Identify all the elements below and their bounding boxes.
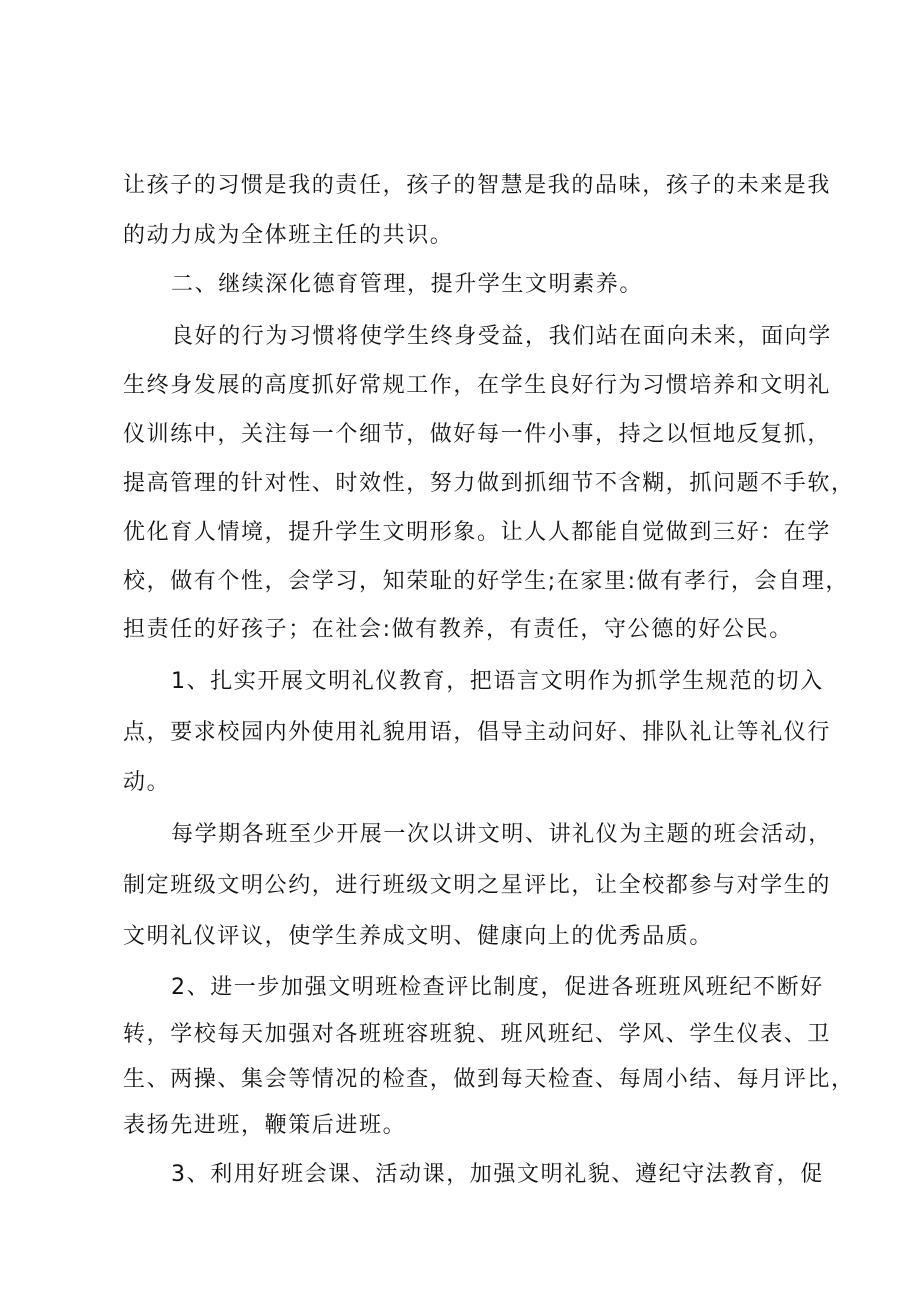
text-line: 表扬先进班，鞭策后进班。 xyxy=(123,1113,407,1138)
text-line: 文明礼仪评议，使学生养成文明、健康向上的优秀品质。 xyxy=(123,924,714,949)
text-line: 校，做有个性，会学习，知荣耻的好学生;在家里:做有孝行，会自理， xyxy=(123,569,850,594)
list-item-3: 3、利用好班会课、活动课，加强文明礼貌、遵纪守法教育，促 xyxy=(171,1162,824,1187)
text-line: 担责任的好孩子；在社会:做有教养，有责任，守公德的好公民。 xyxy=(123,617,793,642)
text-line: 提高管理的针对性、时效性，努力做到抓细节不含糊，抓问题不手软， xyxy=(123,471,855,496)
text-line: 转，学校每天加强对各班班容班貌、班风班纪、学风、学生仪表、卫 xyxy=(123,1022,832,1047)
text-line: 生终身发展的高度抓好常规工作，在学生良好行为习惯培养和文明礼 xyxy=(123,373,832,398)
list-item-2: 2、进一步加强文明班检查评比制度，促进各班班风班纪不断好 xyxy=(171,975,824,1000)
list-item-1: 1、扎实开展文明礼仪教育，把语言文明作为抓学生规范的切入 xyxy=(171,669,824,694)
text-line: 每学期各班至少开展一次以讲文明、讲礼仪为主题的班会活动， xyxy=(171,822,832,847)
text-line: 让孩子的习惯是我的责任，孩子的智慧是我的品味，孩子的未来是我 xyxy=(123,173,832,198)
text-line: 制定班级文明公约，进行班级文明之星评比，让全校都参与对学生的 xyxy=(123,873,832,898)
text-line: 优化育人情境，提升学生文明形象。让人人都能自觉做到三好：在学 xyxy=(123,520,832,545)
text-line: 的动力成为全体班主任的共识。 xyxy=(123,223,454,248)
text-line: 点，要求校园内外使用礼貌用语，倡导主动问好、排队礼让等礼仪行 xyxy=(123,720,832,745)
text-line: 动。 xyxy=(123,770,171,795)
section-heading: 二、继续深化德育管理，提升学生文明素养。 xyxy=(171,272,644,297)
text-line: 仪训练中，关注每一个细节，做好每一件小事，持之以恒地反复抓， xyxy=(123,422,832,447)
text-line: 生、两操、集会等情况的检查，做到每天检查、每周小结、每月评比， xyxy=(123,1067,855,1092)
text-line: 良好的行为习惯将使学生终身受益，我们站在面向未来，面向学 xyxy=(171,324,832,349)
